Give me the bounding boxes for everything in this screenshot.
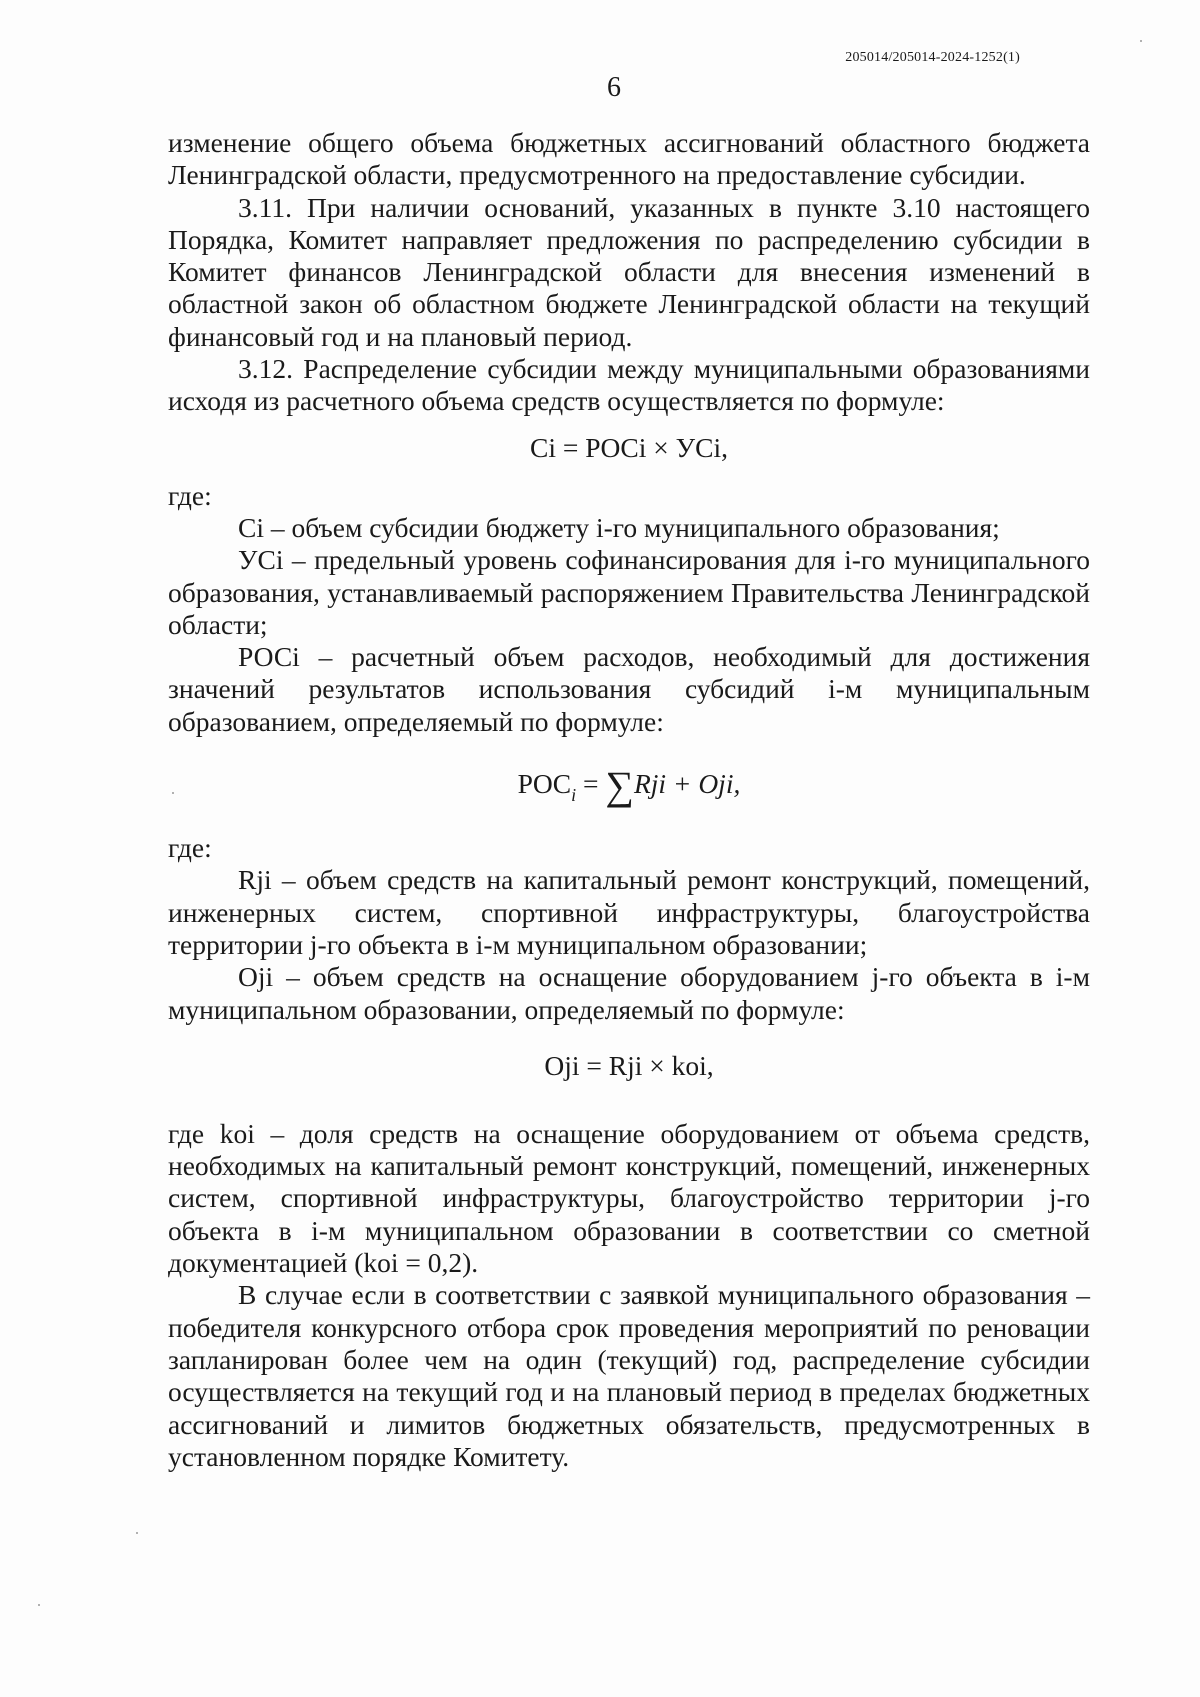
document-body bbox=[168, 127, 1090, 1473]
paragraph-continuation: изменение общего объема бюджетных ассигнований областного бюджета Ленинградской области, предусмотренного на предоставление субсидии. bbox=[168, 127, 1090, 191]
formula-posi-equals: = bbox=[576, 768, 606, 800]
formula-ci: Ci = POCi × УCi, bbox=[530, 431, 728, 463]
definition-posi: РОСi – расчетный объем расходов, необходимый для достижения значений результатов использования субсидий i-м муниципальным образованием, определяемый по формуле: bbox=[168, 641, 1090, 737]
scan-speck bbox=[1140, 40, 1142, 42]
paragraph-renovation: В случае если в соответствии с заявкой муниципального образования – победителя конкурсного отбора срок проведения мероприятий по реновации запланирован более чем на один (текущий) год, распределение субсидии осуществляется на текущий год и на плановый период в пределах бюджетных ассигнований и лимитов бюджетных обязательств, предусмотренных в установленном порядке Комитету. bbox=[168, 1279, 1090, 1472]
formula-posi-lhs: POC bbox=[517, 768, 572, 800]
definition-koi: где koi – доля средств на оснащение оборудованием от объема средств, необходимых на капитальный ремонт конструкций, помещений, инженерных систем, спортивной инфраструктуры, благоустройство территории j-го объекта в i-м муниципальном образовании в соответствии со сметной документацией (koi = 0,2). bbox=[168, 1117, 1090, 1279]
where-label: где: bbox=[168, 479, 212, 511]
scan-speck bbox=[136, 1532, 138, 1534]
definition-ci: Ci – объем субсидии бюджету i-го муниципального образования; bbox=[238, 511, 1000, 543]
definition-rji: Rji – объем средств на капитальный ремонт конструкций, помещений, инженерных систем, спортивной инфраструктуры, благоустройства территории j-го объекта в i-м муниципальном образовании; bbox=[168, 864, 1090, 960]
document-id: 205014/205014-2024-1252(1) bbox=[845, 50, 1020, 65]
scan-speck bbox=[38, 1604, 40, 1606]
paragraph-3-12: 3.12. Распределение субсидии между муниципальными образованиями исходя из расчетного объема средств осуществляется по формуле: bbox=[168, 353, 1090, 417]
formula-oji: Oji = Rji × koi, bbox=[544, 1049, 714, 1081]
sum-symbol: ∑ bbox=[605, 763, 634, 809]
formula-posi-rhs: Rji + Oji, bbox=[633, 768, 741, 800]
definition-oji: Oji – объем средств на оснащение оборудованием j-го объекта в i-м муниципальном образовании, определяемый по формуле: bbox=[168, 961, 1090, 1025]
where-label-2: где: bbox=[168, 832, 212, 864]
scan-speck bbox=[172, 792, 174, 794]
formula-posi-subscript: i bbox=[571, 785, 577, 806]
formula-posi bbox=[168, 758, 1090, 810]
definition-usi: УСi – предельный уровень софинансирования для i-го муниципального образования, устанавливаемый распоряжением Правительства Ленинградской области; bbox=[168, 544, 1090, 640]
page-number: 6 bbox=[607, 72, 621, 103]
paragraph-3-11: 3.11. При наличии оснований, указанных в пункте 3.10 настоящего Порядка, Комитет направляет предложения по распределению субсидии в Комитет финансов Ленинградской области для внесения изменений в областной закон об областном бюджете Ленинградской области на текущий финансовый год и на плановый период. bbox=[168, 191, 1090, 352]
